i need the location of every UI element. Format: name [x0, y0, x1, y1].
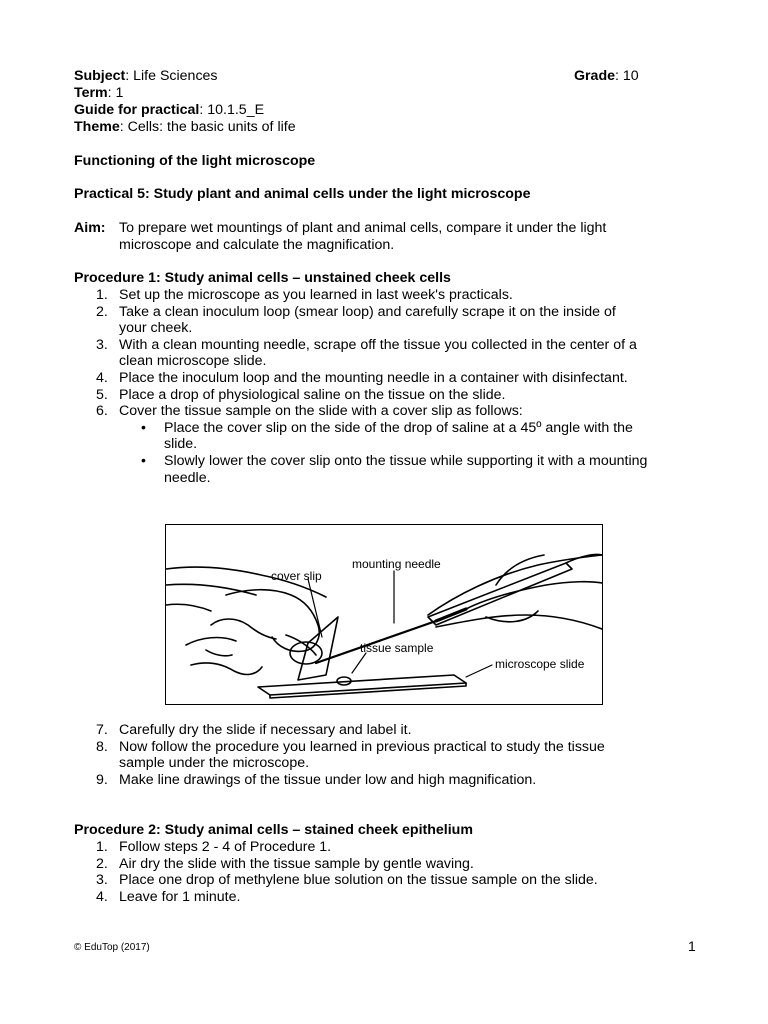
guide-line: [74, 102, 264, 119]
step-text-line: Carefully dry the slide if necessary and label it.: [119, 722, 412, 738]
cover-slip-figure: [165, 524, 603, 705]
bullet-item: [74, 453, 694, 486]
guide-value: : 10.1.5_E: [199, 102, 265, 118]
step-text-line: sample under the microscope.: [119, 755, 310, 772]
step-number: 4.: [96, 369, 108, 386]
step-number: 7.: [96, 722, 108, 738]
term-line: [74, 85, 123, 102]
step-item: [74, 872, 694, 889]
step-text-line: Cover the tissue sample on the slide with a cover slip as follows:: [119, 403, 523, 420]
cover-slip-label: cover slip: [271, 569, 322, 583]
step-item: [74, 287, 694, 304]
step-item: [74, 403, 694, 420]
step-text-line: Slowly lower the cover slip onto the tissue while supporting it with a mounting: [164, 452, 648, 469]
section-title: Functioning of the light microscope: [74, 153, 316, 169]
step-text-line: Place one drop of methylene blue solution on the tissue sample on the slide.: [119, 872, 598, 889]
step-item: [74, 839, 694, 856]
theme-label: Theme: [74, 119, 120, 135]
tissue-sample-label: tissue sample: [360, 641, 434, 655]
step-item: [74, 304, 694, 337]
procedure-2-title: Procedure 2: Study animal cells – stained cheek epithelium: [74, 822, 473, 838]
step-text-line: Air dry the slide with the tissue sample by gentle waving.: [119, 855, 474, 872]
step-text-line: Make line drawings of the tissue under low and high magnification.: [119, 771, 537, 788]
term-label: Term: [74, 85, 108, 101]
mounting-needle-label: mounting needle: [352, 557, 441, 571]
step-number: 2.: [96, 303, 108, 320]
step-number: 3.: [96, 336, 108, 353]
step-item: [74, 370, 694, 387]
step-number: 5.: [96, 386, 108, 403]
grade-value: : 10: [615, 68, 639, 84]
procedure-1-steps: [74, 287, 694, 486]
aim-line: microscope and calculate the magnification.: [119, 236, 395, 253]
step-text-line: slide.: [164, 436, 198, 453]
step-item: [74, 739, 694, 772]
step-text-line: your cheek.: [119, 320, 193, 337]
bullet-marker: •: [141, 452, 146, 469]
step-number: 1.: [96, 839, 108, 855]
step-number: 6.: [96, 403, 108, 420]
step-text-line: Now follow the procedure you learned in previous practical to study the tissue: [119, 738, 605, 755]
hands-slide-illustration: [166, 525, 602, 704]
step-number: 2.: [96, 855, 108, 872]
step-item: [74, 387, 694, 404]
step-text-line: Set up the microscope as you learned in last week's practicals.: [119, 287, 513, 303]
step-text-line: clean microscope slide.: [119, 353, 267, 370]
step-number: 9.: [96, 771, 108, 788]
step-item: [74, 889, 694, 906]
procedure-1-title: Procedure 1: Study animal cells – unstained cheek cells: [74, 270, 451, 286]
step-text-line: Leave for 1 minute.: [119, 888, 241, 905]
copyright-notice: © EduTop (2017): [74, 942, 150, 953]
step-number: 4.: [96, 888, 108, 905]
aim-text: [119, 220, 679, 253]
step-number: 8.: [96, 738, 108, 755]
bullet-item: [74, 420, 694, 453]
step-text-line: Place the inoculum loop and the mounting needle in a container with disinfectant.: [119, 369, 628, 386]
step-text-line: Place the cover slip on the side of the drop of saline at a 45º angle with the: [164, 419, 633, 436]
grade-line: [574, 68, 639, 85]
step-text-line: Take a clean inoculum loop (smear loop) and carefully scrape it on the inside of: [119, 303, 616, 320]
aim-line: To prepare wet mountings of plant and animal cells, compare it under the light: [119, 220, 607, 236]
subject-label: Subject: [74, 68, 126, 84]
practical-title: Practical 5: Study plant and animal cells under the light microscope: [74, 186, 531, 202]
page-number: 1: [688, 938, 696, 954]
step-item: [74, 856, 694, 873]
guide-label: Guide for practical: [74, 102, 200, 118]
procedure-2-steps: [74, 839, 694, 905]
bullet-marker: •: [141, 419, 146, 436]
step-number: 3.: [96, 872, 108, 889]
theme-line: [74, 119, 296, 136]
step-item: [74, 772, 694, 789]
step-item: [74, 337, 694, 370]
grade-label: Grade: [574, 68, 616, 84]
procedure-1-steps-continued: [74, 722, 694, 788]
step-text-line: needle.: [164, 469, 211, 486]
subject-line: [74, 68, 218, 85]
step-text-line: Place a drop of physiological saline on the tissue on the slide.: [119, 386, 506, 403]
subject-value: : Life Sciences: [125, 68, 218, 84]
theme-value: : Cells: the basic units of life: [119, 119, 296, 135]
microscope-slide-label: microscope slide: [495, 657, 585, 671]
term-value: : 1: [107, 85, 124, 101]
step-number: 1.: [96, 287, 108, 303]
step-text-line: With a clean mounting needle, scrape off the tissue you collected in the center of a: [119, 336, 637, 353]
step-text-line: Follow steps 2 - 4 of Procedure 1.: [119, 839, 332, 855]
step-item: [74, 722, 694, 739]
aim-label: Aim:: [74, 220, 106, 236]
